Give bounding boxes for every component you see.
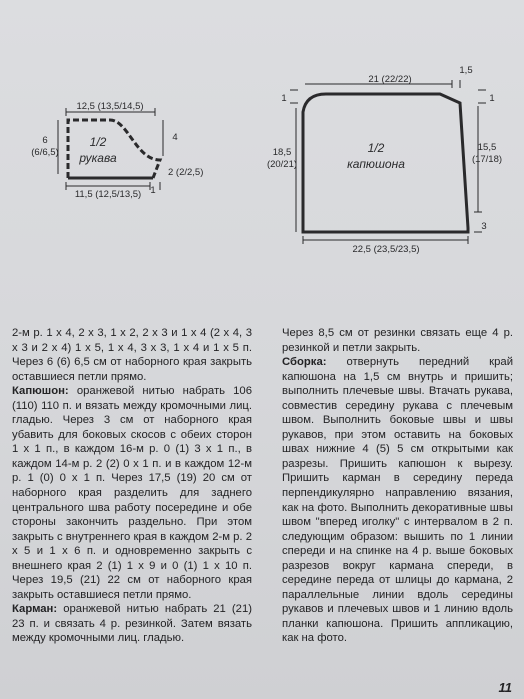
sleeve-right-dim: 4 [172,132,178,143]
text-column-left [12,326,252,646]
sleeve-label-fraction: 1/2 [89,135,107,149]
sleeve-schematic [31,101,203,200]
assembly-heading: Сборка: [282,356,327,369]
hood-right-dim: 15,5 [477,142,497,153]
hood-corner-dim: 3 [481,221,487,232]
sleeve-left-dim: 6 [42,135,48,146]
assembly-text: отвернуть передний край капюшона на 1,5 см внутрь и пришить; выполнить плечевые швы. Втачать рукава, совместив середину рукава с плечевым швом. Выполнить боковые швы и швы рукавов, при этом оставить на боковых швах нижние 4 (5) 5 см открытыми как разрезы. Пришить капюшон к вырезу. Пришить карман в середину переда перпендикулярно направлению вязания, как на фото. Выполнить декоративные швы швом "вперед иголку" с интервалом в 2 п. следующим образом: вышить по 1 линии спереди и на спинке на 4 р. выше боковых разрезов вокруг кармана спереди, в середине переда от шлицы до кармана, 2 параллельные линии вдоль середины рукавов и плечевых швов и 1 линию вдоль планки капюшона. Пришить аппликацию, как на фото. [282,356,513,645]
hood-left-top-dim: 1 [281,93,287,104]
hood-top-right-dim: 1,5 [459,65,473,76]
assembly-paragraph [282,355,513,646]
sleeve-bottom-dim: 11,5 (12,5/13,5) [74,189,142,200]
hood-label-name: капюшона [347,157,405,171]
text-column-right [282,326,513,646]
hood-right-dim-alt: (17/18) [471,154,503,165]
hood-bottom-dim: 22,5 (23,5/23,5) [352,244,420,255]
page-number: 11 [498,680,512,695]
sleeve-left-dim-alt: (6/6,5) [31,147,59,158]
pocket-continuation-paragraph: Через 8,5 см от резинки связать еще 4 р. резинкой и петли закрыть. [282,327,513,354]
hood-left-dim: 18,5 [272,147,292,158]
hood-left-dim-alt: (20/21) [266,159,298,170]
pocket-text: оранжевой нитью набрать 21 (21) 23 п. и связать 4 р. резинкой. Затем вязать между кромочными лиц. гладью. [12,603,252,645]
hood-heading: Капюшон: [12,385,69,398]
hood-top-dim: 21 (22/22) [368,74,412,85]
sleeve-label-name: рукава [79,151,117,165]
hood-paragraph [12,384,252,602]
hood-label-fraction: 1/2 [367,141,385,155]
sleeve-top-dim: 12,5 (13,5/14,5) [76,101,144,112]
hood-schematic [267,65,502,255]
sleeve-slope-dim: 2 (2/2,5) [168,167,204,178]
sleeve-outline [68,120,160,178]
sleeve-continuation-paragraph: 2-м р. 1 x 4, 2 x 3, 1 x 2, 2 x 3 и 1 x 4 (2 x 4, 3 x 3 и 2 x 4) 1 x 5, 1 x 4, 3 x 3, 1 x 4 и 1 x 5 п. Через 6 (6) 6,5 см от наборного края закрыть оставшиеся петли прямо. [12,327,252,383]
pocket-heading: Карман: [12,603,58,616]
sleeve-bottom-end-dim: 1 [150,185,156,196]
pocket-paragraph [12,602,252,646]
schematics [0,0,524,320]
hood-text: оранжевой нитью набрать 106 (110) 110 п. и вязать между кромочными лиц. гладью. Через 3 см от наборного края убавить для боковых скосов с обеих сторон 1 x 1 п., в каждом 16-м р. 0 (1) 3 x 1 п., в каждом 14-м р. 2 (2) 0 x 1 п. и в каждом 12-м р. 1 (0) 0 x 1 п. Через 17,5 (19) 20 см от наборного края разделить для заднего центрального шва работу посередине и обе стороны закончить раздельно. При этом закрыть с внутреннего края в каждом 2-м р. 2 x 5 и 1 x 6 п. и одновременно закрыть с внешнего края 2 (1) 1 x 9 и 0 (1) 1 x 10 п. Через 19,5 (21) 22 см от наборного края закрыть оставшиеся петли прямо. [12,385,252,601]
hood-right-top-dim: 1 [489,93,495,104]
